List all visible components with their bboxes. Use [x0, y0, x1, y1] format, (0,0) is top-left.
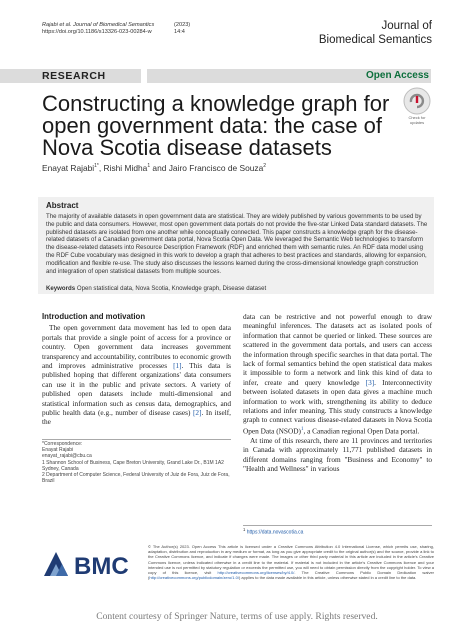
body-text: . In itself, the	[42, 408, 232, 427]
journal-name-line1: Journal of	[381, 20, 432, 32]
correspondence-email[interactable]: enayat_rajabi@cbu.ca	[42, 453, 92, 460]
open-access-badge: Open Access	[366, 70, 429, 81]
doi-link[interactable]: https://doi.org/10.1186/s13326-023-00284-w	[42, 29, 152, 36]
author-mark: 1	[147, 163, 151, 170]
author-name[interactable]: Jairo Francisco de Souza	[168, 163, 264, 173]
body-text: The open government data movement has led to open data portals that provide a single point of access for a province or country. Open government data increases government transparency and accountability, contributes to economic growth and improves administrative processes	[42, 323, 231, 371]
license-link[interactable]: http://creativecommons.org/publicdomain/zero/1.0/	[149, 575, 239, 581]
license-body: ) applies to the data made available in this article, unless otherwise stated in a credit line to the data.	[238, 575, 417, 581]
license-body: . The Creative Commons Public Domain Dedication waiver (	[148, 570, 434, 581]
citation-link[interactable]: [3]	[365, 377, 375, 387]
footnote-divider	[243, 525, 432, 526]
correspondence-label: *Correspondence:	[42, 441, 83, 447]
check-updates-line2: updates	[409, 119, 425, 125]
footnote	[243, 527, 303, 536]
courtesy-notice: Content courtesy of Springer Nature, terms of use apply. Rights reserved.	[96, 611, 378, 622]
author-list: Enayat Rajabi$^{1*}$, Rishi Midha$^1$ and Jairo Francisco de Souza$^2$	[42, 163, 267, 173]
affiliation: 2 Department of Computer Science, Federal University of Juiz de Fora, Juiz de Fora, Brazil	[42, 472, 230, 485]
body-column-right	[243, 312, 432, 473]
author-mark: 2	[263, 163, 267, 170]
body-text: . Interconnectivity between isolated datasets in open data gives a machine much information to work with, strengthening its ability to deduce relations and infer meaning. This study constructs a knowledge graph to connect various disease-related datasets in Nova Scotia Open Data (NSOD)	[243, 377, 432, 436]
footnote-number: 1	[243, 527, 246, 532]
keywords	[46, 285, 266, 292]
keywords-list: Open statistical data, Nova Scotia, Knowledge graph, Disease dataset	[76, 285, 267, 292]
abstract-heading: Abstract	[46, 201, 79, 210]
bmc-logo-text: BMC	[74, 553, 129, 580]
citation-link[interactable]: [2]	[193, 408, 202, 418]
section-label: RESEARCH	[42, 70, 106, 82]
license-text	[148, 544, 434, 580]
check-updates-line1: Check for	[408, 115, 426, 120]
section-heading: Introduction and motivation	[42, 312, 146, 321]
author-mark: 1*	[94, 163, 99, 170]
citation-link[interactable]: [1]	[173, 361, 182, 371]
check-for-updates-icon[interactable]	[402, 86, 432, 116]
journal-name-line2: Biomedical Semantics	[318, 33, 432, 46]
footnote-url[interactable]: https://data.novascotia.ca	[246, 529, 304, 536]
keywords-label: Keywords	[46, 285, 76, 292]
body-paragraph	[42, 323, 231, 426]
citation-authors: Rajabi et al. Journal of Biomedical Semantics	[42, 22, 155, 28]
author-name[interactable]: Rishi Midha	[103, 163, 148, 173]
license-body: © The Author(s) 2023. Open Access This article is licensed under a Creative Commons Attribution 4.0 International License, which permits use, sharing, adaptation, distribution and reproduction in any medium or format, as long as you give appropriate credit to the original author(s) and the source, provide a link to the Creative Commons licence, and indicate if changes were made. The images or other third party material in this article are included in the article's Creative Commons licence, unless indicated otherwise in a credit line to the material. If material is not included in the article's Creative Commons licence and your intended use is not permitted by statutory regulation or exceeds the permitted use, you will need to obtain permission directly from the copyright holder. To view a copy of this licence, visit	[148, 544, 434, 576]
abstract-body: The majority of available datasets in open government data are statistical. They are widely published by various governments to be used by the public and data consumers. However, most open government data portals do not provide the five-star Linked Data standard datasets. The published datasets are isolated from one another while conceptually connected. This paper constructs a knowledge graph for the disease-related datasets of a Canadian government data portal, Nova Scotia Open Data. We leveraged the Semantic Web technologies to transform the disease-related datasets into Resource Description Framework (RDF) and enriched them with semantic rules. An RDF data model using the RDF Cube vocabulary was designed in this work to develop a graph that adheres to best practices and standards, allowing for expansion, modification and flexible re-use. The study also discusses the lessons learned during the cross-dimensional knowledge graph construction and integration of open statistical datasets from multiple sources.	[46, 213, 428, 275]
body-text: , a Canadian regional Open Data portal.	[303, 426, 420, 436]
footnote-mark[interactable]: 1	[300, 426, 304, 432]
affiliation: 1 Shannon School of Business, Cape Breton University, Grand Lake Dr., B1M 1A2 Sydney, Canada	[42, 459, 224, 472]
body-text: data can be restrictive and not powerful enough to draw meaningful inferences. The datasets act as isolated pools of information that cannot be queried or linked. These sources are scattered in the government data portals, and users can access the information through specific searches in that data portal. The lack of formal semantics behind the open statistical data makes it impossible to form a network and link this kind of data to infer, create and query knowledge	[243, 312, 432, 387]
body-paragraph: At time of this research, there are 11 provinces and territories in Canada with approximately 11,771 published datasets in different domains ranging from "Business and Economy" to "Health and Wellness" in various	[243, 435, 432, 473]
body-paragraph	[243, 312, 432, 436]
bmc-logo	[42, 546, 132, 580]
author-name[interactable]: Enayat Rajabi	[42, 163, 95, 173]
correspondence-name: Enayat Rajabi	[42, 447, 74, 454]
citation-header	[42, 22, 191, 37]
body-text: . This data is published hoping that different organizations' data consumers can use it in the public and private sectors. A variety of published open datasets include multi-dimensional and statistical information such as census data, demographics, and public health data (e.g., number of disease cases)	[42, 361, 231, 418]
check-for-updates-label[interactable]	[398, 116, 436, 125]
license-link[interactable]: http://creativecommons.org/licenses/by/4.0/	[217, 570, 295, 576]
correspondence-block	[42, 441, 231, 484]
body-column-left	[42, 312, 231, 427]
citation-year: (2023) 14:4	[174, 22, 191, 36]
journal-name	[319, 20, 432, 47]
article-title: Constructing a knowledge graph for open government data: the case of Nova Scotia disease datasets	[42, 91, 390, 160]
footnote-divider	[42, 439, 231, 440]
